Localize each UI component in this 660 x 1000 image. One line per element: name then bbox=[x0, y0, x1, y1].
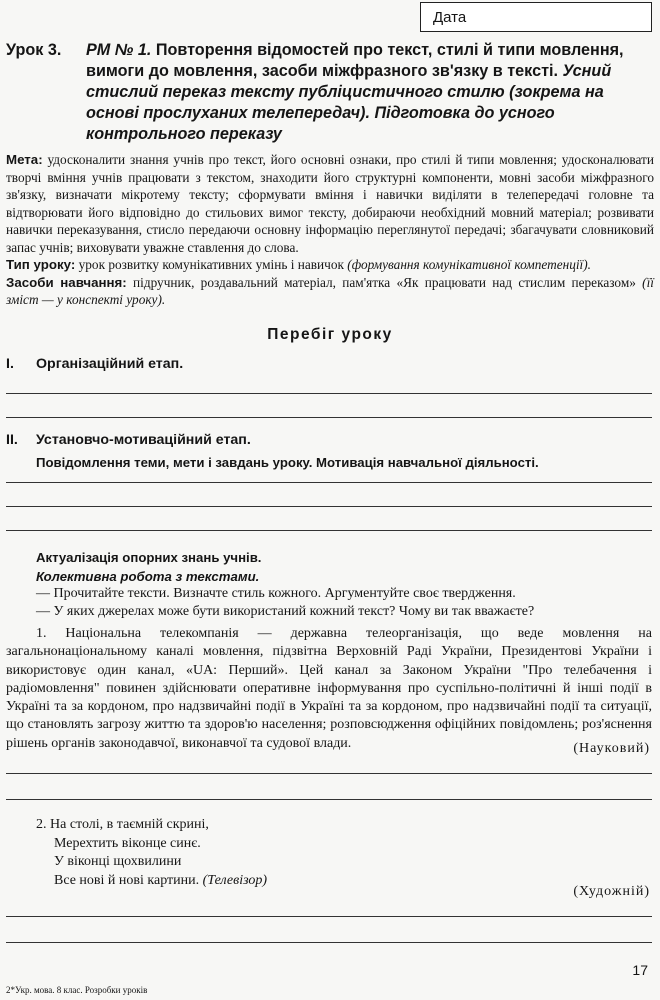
answer-line[interactable] bbox=[6, 482, 652, 483]
lesson-meta bbox=[6, 151, 654, 309]
answer-line[interactable] bbox=[6, 417, 652, 418]
lesson-heading bbox=[6, 40, 654, 145]
stage-1-number: I. bbox=[6, 356, 14, 372]
course-heading: Перебіг уроку bbox=[267, 326, 393, 343]
date-field[interactable]: Дата bbox=[420, 2, 652, 32]
text-2-style: (Художній) bbox=[573, 884, 650, 899]
answer-line[interactable] bbox=[6, 393, 652, 394]
answer-line[interactable] bbox=[6, 773, 652, 774]
answer-line[interactable] bbox=[6, 530, 652, 531]
goal-row bbox=[6, 151, 654, 256]
goal-label: Мета: bbox=[6, 152, 43, 167]
text-2-poem bbox=[36, 816, 267, 891]
means-label: Засоби навчання: bbox=[6, 274, 127, 290]
poem-line-1: 2. На столі, в таємній скрині, bbox=[36, 817, 209, 832]
answer-line[interactable] bbox=[6, 506, 652, 507]
stage-2-title: Установчо-мотиваційний етап. bbox=[36, 432, 251, 448]
text-1-style: (Науковий) bbox=[573, 741, 650, 756]
type-text: урок розвитку комунікативних умінь і навичок bbox=[75, 257, 348, 272]
book-footer: 2*Укр. мова. 8 клас. Розробки уроків bbox=[6, 985, 148, 995]
lesson-title-italic: Усний стислий переказ тексту публіцистичного стилю (зокрема на основі прослуханих телепередач). Підготовка до усного контрольного переказу bbox=[86, 62, 612, 143]
page-number: 17 bbox=[632, 962, 648, 978]
means-text: підручник, роздавальний матеріал, пам'ятка «Як працювати над стислим переказом» bbox=[126, 274, 643, 290]
means-row bbox=[6, 274, 654, 309]
collective-work-title: Колективна робота з текстами. bbox=[36, 569, 260, 584]
question-2: — У яких джерелах може бути використаний кожний текст? Чому ви так вважаєте? bbox=[36, 604, 535, 619]
lesson-title-bold: Повторення відомостей про текст, стилі й типи мовлення, вимоги до мовлення, засоби міжфразного зв'язку в тексті. bbox=[86, 41, 624, 80]
answer-line[interactable] bbox=[6, 942, 652, 943]
actualization-title: Актуалізація опорних знань учнів. bbox=[36, 550, 262, 565]
stage-2-heading bbox=[6, 432, 251, 448]
poem-line-2: Мерехтить віконце синє. bbox=[54, 835, 201, 851]
goal-text: удосконалити знання учнів про текст, його основні ознаки, про стилі й типи мовлення; удосконалювати творчі вміння учнів працювати з текстом, знаходити його структурні компоненти, мовні засоби міжфразного зв'язку, визначати мікротему тексту; сформувати вміння і навички виділяти в телепередачі головне та відтворювати його відповідно до стильових вимог тексту, добираючи необхідний мовний матеріал; розвивати навички переказування, стисло передаючи основну інформацію переглянутої передачі; збагачувати словниковий запас учнів; виховувати уважне ставлення до слова. bbox=[6, 152, 654, 255]
type-row bbox=[6, 256, 654, 274]
poem-answer: (Телевізор) bbox=[202, 873, 268, 889]
answer-line[interactable] bbox=[6, 916, 652, 917]
lesson-rm: РМ № 1. bbox=[86, 41, 152, 59]
stage-1-title: Організаційний етап. bbox=[36, 356, 184, 372]
text-1-body: 1. Національна телекомпанія — державна телеорганізація, що веде мовлення на загальнонаціональному каналі мовлення, підзвітна Верховній Раді України, Президентові України і використовує один канал, «UA: Перший». Цей канал за Законом України "Про телебачення і радіомовлення" повинен здійснювати оперативне інформування про суспільно-політичні й інші події в Україні та за кордоном, про надзвичайні події в Україні та за кордоном, про надзвичайні події та ситуації, що становлять загрозу життю та здоров'ю населення; розповсюдження офіційних повідомлень; роз'яснення рішень органів законодавчої, виконавчої та судової влади. bbox=[6, 626, 652, 751]
poem-line-4 bbox=[36, 872, 267, 891]
stage-2-subtitle: Повідомлення теми, мети і завдань уроку. Мотивація навчальної діяльності. bbox=[36, 455, 539, 470]
lesson-title bbox=[86, 40, 654, 145]
poem-line-4-text: Все нові й нові картини. bbox=[54, 873, 200, 889]
lesson-number: Урок 3. bbox=[6, 41, 62, 59]
stage-1-heading bbox=[6, 356, 183, 372]
type-label: Тип уроку: bbox=[6, 257, 76, 272]
poem-line-3: У віконці щохвилини bbox=[54, 854, 182, 870]
answer-line[interactable] bbox=[6, 799, 652, 800]
stage-2-number: II. bbox=[6, 432, 18, 448]
means-italic: (її зміст — у конспекті уроку). bbox=[6, 274, 654, 307]
question-1: — Прочитайте тексти. Визначте стиль кожного. Аргументуйте своє твердження. bbox=[36, 586, 516, 601]
type-italic: (формування комунікативної компетенції). bbox=[347, 257, 591, 272]
